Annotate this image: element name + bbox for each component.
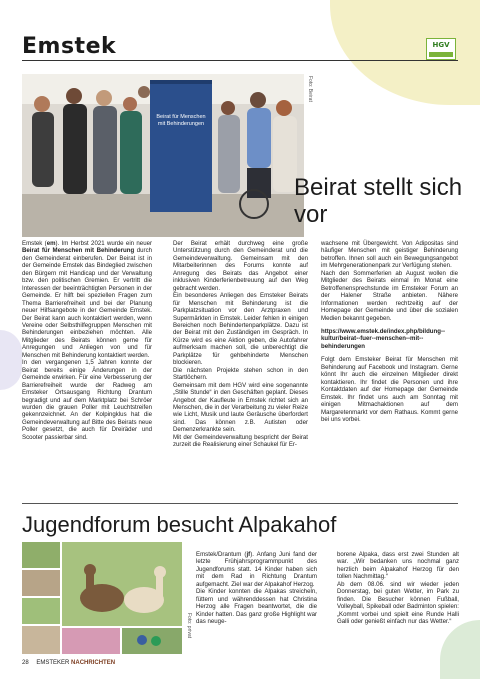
decorative-blob-top <box>330 0 480 105</box>
article2-column1 <box>196 551 317 626</box>
page-footer <box>22 660 115 666</box>
group-photo-illustration <box>22 74 304 237</box>
paragraph: Ein besonderes Anliegen des Emsteker Beirats für Menschen mit Behinderung ist die Parkplatzsituation vor den Arztpraxen und Supermärkten in Emstek. Leider fehlen in einigen Bereichen noch Behindertenparkplätze. Dazu ist der Beirat mit den Zuständigen im Gespräch. In Kürze wird es eine Aktion geben, die Autofahrer aufmerksam machen soll, die unberechtigt die Parkplätze für gehbehinderte Menschen blockieren. <box>173 292 308 367</box>
paragraph: Emstek (em). Im Herbst 2021 wurde ein neuer Beirat für Menschen mit Behinderung durch den Gemeinderat einberufen. Der Beirat ist in der Gemeinde Emstek das Bindeglied zwischen den Bürgern mit Handicap und der Verwaltung bzw. den politischen Gremien. Er vertritt die Interessen der beeinträchtigten Personen in der Gemeinde. Er hilft bei speziellen Fragen zum Thema Barrierefreiheit und bei der Planung neuer Hilfsangebote in der Gemeinde Emstek. Der Beirat kann auch kontaktiert werden, wenn Vereine oder Selbsthilfegruppen Menschen mit Behinderungen einbeziehen möchten. Alle Mitglieder des Beirats können gerne für Anregungen und Anliegen von und für Menschen mit Behinderung kontaktiert werden. <box>22 240 153 359</box>
paragraph: Die Kinder konnten die Alpakas streicheln, füttern und währenddessen hat Christina Herzog alle Fragen beantwortet, die die Kinder hatten. Das ganz große Highlight war das neuge- <box>196 588 317 626</box>
logo-text: HGV <box>432 41 450 49</box>
section-divider <box>22 503 458 504</box>
paragraph: Die nächsten Projekte stehen schon in den Startlöchern. <box>173 366 308 382</box>
headline-beirat: Beirat stellt sich vor <box>294 174 463 228</box>
homepage-link[interactable]: https://www.emstek.de/index.php/bildung--kultur/beirat--fuer--menschen--mit--behinderungen <box>321 327 446 350</box>
group-photo <box>22 74 304 237</box>
article1-column2 <box>173 240 308 449</box>
paragraph: Emstek/Drantum (jf). Anfang Juni fand der letzte Frühjahrsprogrammpunkt des Jugendforums statt. 14 Kinder haben sich mit dem Rad in Richtung Drantum aufgemacht. Ziel war der Alpakahof Herzog. <box>196 551 317 588</box>
paragraph: Folgt dem Emsteker Beirat für Menschen mit Behinderung auf Facebook und Instagram. Gerne könnt Ihr auch die einzelnen Mitglieder direkt kontaktieren. Ihr findet die Personen und ihre Kontaktdaten auf der Homepage der Gemeinde Emstek. Ihr findet uns auch am Sonntag mit einigen Mitmachaktionen auf dem Margaretenmarkt vor dem Rathaus. Kommt gerne bei uns vorbei. <box>321 356 458 423</box>
alpaca-photo-collage <box>22 542 182 654</box>
photo1-credit: Foto: Beirat <box>307 76 313 102</box>
brand-title: Emstek <box>22 34 117 59</box>
header-rule <box>22 60 458 61</box>
paragraph: In den vergangenen 1,5 Jahren konnte der Beirat bereits einige Änderungen in der Gemeinde erwirken. Für eine Verbesserung der Barrierefreiheit wurde der Radweg am Emsteker Ortsausgang Richtung Drantum begradigt und auf dem Marktplatz bei Schröer wurden die grauen Poller mit Leuchtstreifen gekennzeichnet. An der Kolpingklus hat die Gemeindeverwaltung auf Bitte des Beirats neue Poller gesetzt, die auch für Dreiräder und Scooter passierbar sind. <box>22 359 152 441</box>
decorative-blob-bottom <box>440 620 480 679</box>
photo2-credit: Foto: privat <box>186 613 192 639</box>
paragraph: Gemeinsam mit dem HGV wird eine sogenannte „Stille Stunde“ in den Geschäften geplant. Dieses Angebot der Kaufleute in Emstek richtet sich an Menschen, die in der Verarbeitung zu vieler Reize wie Licht, Musik und laute Geräusche überfordert sind. Das können z.B. Autisten oder Demenzerkrankte sein. <box>173 381 308 434</box>
paragraph: Nach den Sommerferien ab August wollen die Mitglieder des Beirats einmal im Monat eine Betroffenensprechstunde im Emsteker Forum an der Halener Straße anbieten. Nähere Informationen werden rechtzeitig auf der Homepage der Gemeinde und über die sozialen Medien bekannt gegeben. <box>321 269 458 322</box>
logo-stripe <box>429 52 453 57</box>
footer-prefix: EMSTEKER <box>36 660 70 666</box>
paragraph: Der Beirat erhält durchweg eine große Unterstützung durch den Gemeinderat und die Gemeindeverwaltung. Gemeinsam mit den Mitarbeiterinnen des Forums konnte auf Anregung des Beirats das Angebot einer inklusiven Kinderferienbetreuung auf den Weg gebracht werden. <box>173 240 308 292</box>
footer-section: NACHRICHTEN <box>71 660 116 666</box>
paragraph: borene Alpaka, dass erst zwei Stunden alt war. „Wir bedanken uns nochmal ganz herzlich beim Alpakahof Herzog für den tollen Nachmittag.“ <box>337 551 459 581</box>
paragraph: wachsene mit Übergewicht. Von Adipositas sind häufiger Menschen mit geistiger Behinderung betroffen. Ihnen soll auch ein Bewegungsangebot im Mehrgenerationenpark zur Verfügung stehen. <box>321 240 458 270</box>
article2-column2 <box>337 551 459 626</box>
alpaca-collage-illustration <box>22 542 182 654</box>
article1-column1 <box>22 240 152 441</box>
hgv-logo <box>426 38 456 60</box>
banner-line-1: Beirat für Menschen <box>156 114 206 120</box>
decorative-blob-left <box>0 330 22 390</box>
page-number: 28 <box>22 660 29 666</box>
paragraph: Ab dem 08.06. sind wir wieder jeden Donnerstag, bei guten Wetter, im Park zu finden. Die Besucher können Fußball, Volleyball, Spikeball oder Badminton spielen: „Kommt vorbei und spielt eine Runde Halli Galli oder genießt einfach nur das Wetter.“ <box>337 580 459 626</box>
article1-column3 <box>321 240 458 423</box>
headline-jugendforum: Jugendforum besucht Alpakahof <box>22 512 337 537</box>
paragraph: Mit der Gemeindeverwaltung bespricht der Beirat zurzeit die Realisierung einer Schaukel für Er- <box>173 433 308 449</box>
banner-line-2: mit Behinderungen <box>157 121 205 127</box>
